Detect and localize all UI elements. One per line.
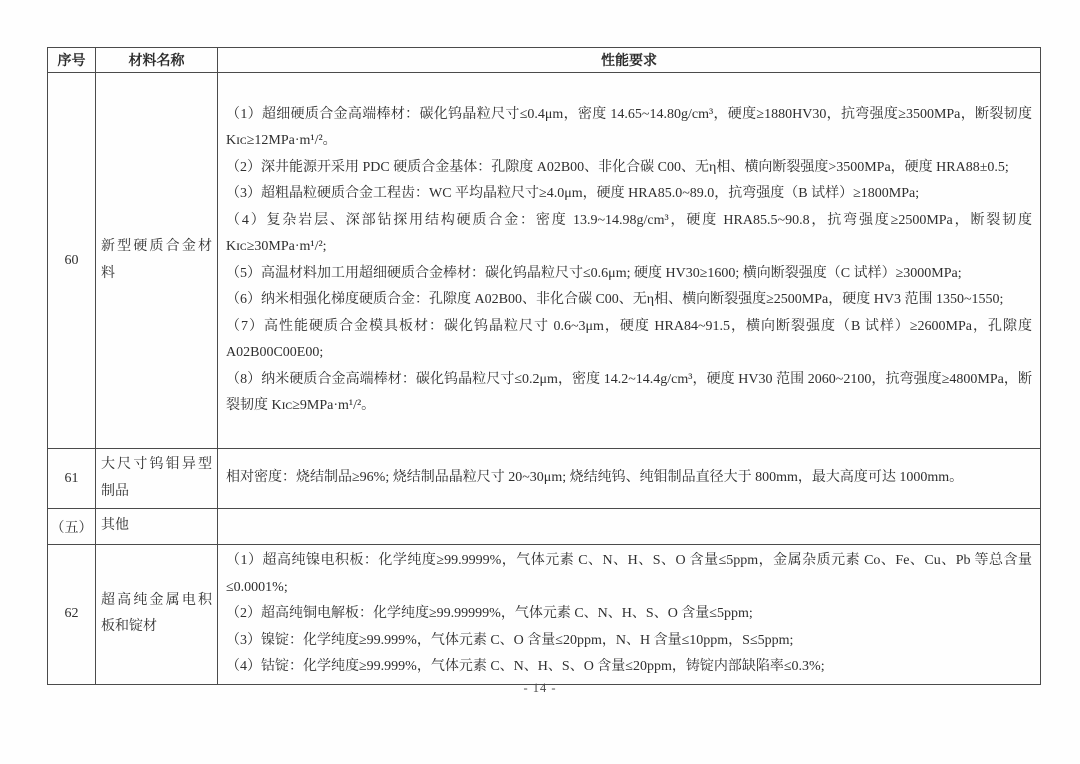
- requirement-item: （2）超高纯铜电解板：化学纯度≥99.99999%，气体元素 C、N、H、S、O 含量≤5ppm;: [226, 606, 753, 622]
- requirement-item: （2）深井能源开采用 PDC 硬质合金基体：孔隙度 A02B00、非化合碳 C00、无η相、横向断裂强度>3500MPa，硬度 HRA88±0.5;: [226, 159, 1009, 175]
- row-number: 61: [48, 449, 96, 509]
- requirements-cell: [218, 73, 1041, 449]
- materials-table: [47, 47, 1041, 685]
- requirement-item: （4）钴锭：化学纯度≥99.999%，气体元素 C、N、H、S、O 含量≤20ppm，铸锭内部缺陷率≤0.3%;: [226, 659, 825, 675]
- requirement-item: （6）纳米相强化梯度硬质合金：孔隙度 A02B00、非化合碳 C00、无η相、横向断裂强度≥2500MPa，硬度 HV3 范围 1350~1550;: [226, 292, 1004, 307]
- requirement-item: （1）超高纯镍电积板：化学纯度≥99.9999%，气体元素 C、N、H、S、O 含量≤5ppm，金属杂质元素 Co、Fe、Cu、Pb 等总含量≤0.0001%;: [226, 553, 1032, 595]
- material-name: 大尺寸钨钼异型制品: [96, 449, 218, 509]
- requirement-item: （7）高性能硬质合金模具板材：碳化钨晶粒尺寸 0.6~3μm，硬度 HRA84~91.5，横向断裂强度（B 试样）≥2600MPa，孔隙度 A02B00C00E00;: [226, 318, 1032, 360]
- material-name: 新型硬质合金材料: [96, 73, 218, 449]
- requirement-item: （3）镍锭：化学纯度≥99.999%，气体元素 C、O 含量≤20ppm，N、H 含量≤10ppm，S≤5ppm;: [226, 632, 794, 648]
- table-row: [48, 73, 1041, 449]
- col-header-material-name: 材料名称: [96, 48, 218, 73]
- material-name: 其他: [96, 509, 218, 545]
- header-row: [48, 48, 1041, 73]
- requirement-item: （3）超粗晶粒硬质合金工程齿：WC 平均晶粒尺寸≥4.0μm，硬度 HRA85.0~89.0，抗弯强度（B 试样）≥1800MPa;: [226, 186, 920, 201]
- col-header-performance-req: 性能要求: [218, 48, 1041, 73]
- requirement-item: （8）纳米硬质合金高端棒材：碳化钨晶粒尺寸≤0.2μm，密度 14.2~14.4g/cm³，硬度 HV30 范围 2060~2100，抗弯强度≥4800MPa，断裂韧度 Kɪᴄ≥9MPa·m¹/²。: [226, 371, 1032, 413]
- requirements-cell: [218, 545, 1041, 685]
- material-name: 超高纯金属电积板和锭材: [96, 545, 218, 685]
- table-row: [48, 545, 1041, 685]
- requirement-item: （4）复杂岩层、深部钻探用结构硬质合金：密度 13.9~14.98g/cm³，硬度 HRA85.5~90.8，抗弯强度≥2500MPa，断裂韧度 Kɪᴄ≥30MPa·m¹/²;: [226, 212, 1032, 254]
- row-number: 62: [48, 545, 96, 685]
- row-number: （五）: [48, 509, 96, 545]
- requirement-item: （1）超细硬质合金高端棒材：碳化钨晶粒尺寸≤0.4μm，密度 14.65~14.80g/cm³，硬度≥1880HV30，抗弯强度≥3500MPa，断裂韧度 Kɪᴄ≥12MPa·m¹/²。: [226, 106, 1032, 148]
- table-row: [48, 449, 1041, 509]
- row-number: 60: [48, 73, 96, 449]
- requirement-item: 相对密度：烧结制品≥96%; 烧结制品晶粒尺寸 20~30μm; 烧结纯钨、纯钼制品直径大于 800mm，最大高度可达 1000mm。: [226, 470, 964, 486]
- col-header-no: 序号: [48, 48, 96, 73]
- table-row: [48, 509, 1041, 545]
- requirements-cell: [218, 449, 1041, 509]
- page-number: - 14 -: [523, 681, 557, 695]
- requirements-cell: [218, 509, 1041, 545]
- requirement-item: （5）高温材料加工用超细硬质合金棒材：碳化钨晶粒尺寸≤0.6μm; 硬度 HV30≥1600; 横向断裂强度（C 试样）≥3000MPa;: [226, 265, 962, 281]
